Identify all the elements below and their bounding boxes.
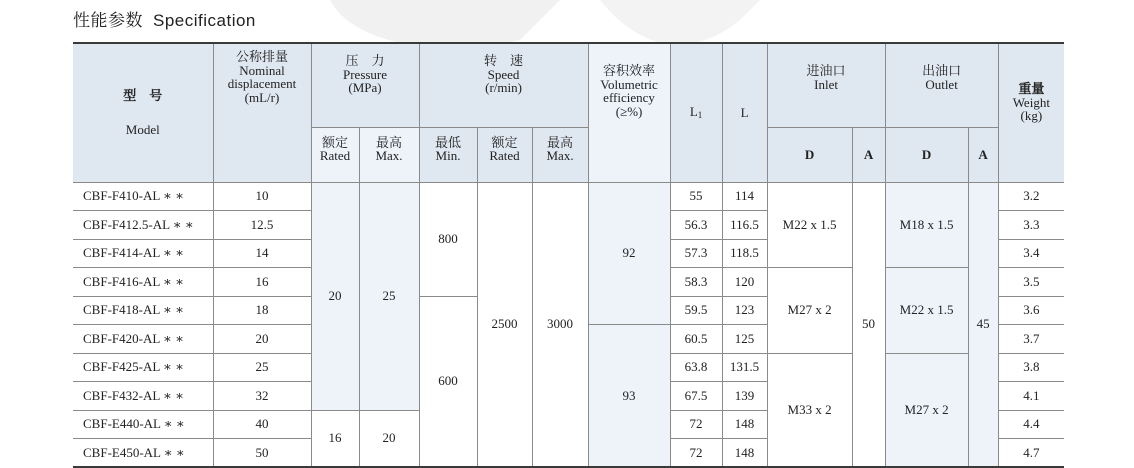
header-model-cn: 型 号	[123, 88, 163, 104]
header-model	[73, 43, 213, 182]
cell-displacement: 12.5	[213, 211, 311, 240]
cell-efficiency: 93	[588, 325, 670, 468]
cell-l: 123	[722, 296, 767, 325]
cell-inlet-d: M33 x 2	[767, 353, 852, 467]
cell-outlet-d: M22 x 1.5	[885, 268, 968, 354]
cell-l: 131.5	[722, 353, 767, 382]
header-pressure-max-cn: 最高	[376, 134, 403, 150]
cell-model: CBF-F412.5-AL ∗ ∗	[73, 211, 213, 240]
cell-displacement: 20	[213, 325, 311, 354]
cell-rated-pressure: 20	[311, 182, 359, 410]
header-efficiency-unit: (≥%)	[615, 103, 643, 119]
heading-cn: 性能参数	[73, 11, 143, 31]
cell-weight: 3.5	[998, 268, 1064, 297]
header-efficiency-en1: Volumetric	[600, 76, 658, 92]
header-pressure	[311, 43, 419, 127]
header-outlet-en: Outlet	[925, 76, 958, 92]
header-pressure-rated-cn: 额定	[321, 134, 348, 150]
header-outlet-a: A	[968, 127, 998, 182]
header-speed	[419, 43, 588, 127]
cell-l1: 63.8	[670, 353, 722, 382]
cell-l1: 72	[670, 410, 722, 439]
header-speed-rated-cn: 额定	[491, 134, 518, 150]
cell-weight: 3.3	[998, 211, 1064, 240]
cell-outlet-d: M27 x 2	[885, 353, 968, 467]
cell-weight: 3.6	[998, 296, 1064, 325]
section-heading	[73, 6, 256, 31]
header-efficiency	[588, 43, 670, 182]
cell-l1: 58.3	[670, 268, 722, 297]
header-pressure-unit: (MPa)	[348, 80, 382, 96]
cell-max-pressure: 20	[359, 410, 419, 467]
cell-rated-pressure: 16	[311, 410, 359, 467]
cell-min-speed: 800	[419, 182, 477, 296]
cell-min-speed: 600	[419, 296, 477, 467]
heading-en: Specification	[153, 11, 256, 30]
header-displacement-en2: displacement	[227, 76, 297, 92]
cell-l: 139	[722, 382, 767, 411]
cell-displacement: 10	[213, 182, 311, 211]
cell-inlet-d: M27 x 2	[767, 268, 852, 354]
cell-displacement: 32	[213, 382, 311, 411]
cell-weight: 3.2	[998, 182, 1064, 211]
header-speed-unit: (r/min)	[485, 80, 522, 96]
header-speed-en: Speed	[487, 66, 520, 82]
header-weight-en: Weight	[1012, 94, 1050, 110]
table-row	[73, 182, 1064, 211]
header-pressure-cn: 压 力	[345, 53, 385, 68]
header-row-top	[73, 43, 1064, 127]
cell-l1: 67.5	[670, 382, 722, 411]
header-displacement-cn: 公称排量	[235, 49, 288, 64]
cell-model: CBF-F418-AL ∗ ∗	[73, 296, 213, 325]
header-weight	[998, 43, 1064, 182]
header-pressure-max-en: Max.	[375, 148, 403, 164]
header-inlet	[767, 43, 885, 127]
cell-max-speed: 3000	[532, 182, 588, 467]
header-pressure-rated-en: Rated	[319, 148, 351, 164]
header-speed-max-cn: 最高	[547, 134, 574, 150]
specification-table-wrapper	[73, 42, 1064, 468]
header-speed-cn: 转 速	[484, 53, 524, 68]
header-pressure-rated	[311, 127, 359, 182]
cell-l: 148	[722, 439, 767, 468]
cell-weight: 4.1	[998, 382, 1064, 411]
header-outlet-d: D	[885, 127, 968, 182]
header-speed-rated	[477, 127, 532, 182]
header-efficiency-cn: 容积效率	[603, 63, 656, 78]
header-inlet-d: D	[767, 127, 852, 182]
cell-l: 148	[722, 410, 767, 439]
header-outlet-cn: 出油口	[922, 63, 962, 78]
cell-inlet-a: 50	[852, 182, 885, 467]
cell-l: 118.5	[722, 239, 767, 268]
cell-model: CBF-F410-AL ∗ ∗	[73, 182, 213, 211]
header-outlet	[885, 43, 998, 127]
cell-l: 125	[722, 325, 767, 354]
cell-l: 116.5	[722, 211, 767, 240]
header-l1-sub: 1	[697, 110, 703, 121]
header-displacement-en1: Nominal	[239, 62, 285, 78]
cell-model: CBF-E440-AL ∗ ∗	[73, 410, 213, 439]
header-speed-rated-en: Rated	[489, 148, 520, 164]
header-l1-text: L	[689, 104, 698, 120]
header-speed-max-en: Max.	[546, 148, 574, 164]
cell-weight: 3.7	[998, 325, 1064, 354]
cell-weight: 3.8	[998, 353, 1064, 382]
cell-l: 120	[722, 268, 767, 297]
header-speed-min	[419, 127, 477, 182]
header-speed-max	[532, 127, 588, 182]
cell-model: CBF-E450-AL ∗ ∗	[73, 439, 213, 468]
cell-model: CBF-F414-AL ∗ ∗	[73, 239, 213, 268]
cell-displacement: 40	[213, 410, 311, 439]
header-weight-unit: (kg)	[1020, 108, 1043, 124]
cell-outlet-a: 45	[968, 182, 998, 467]
cell-rated-speed: 2500	[477, 182, 532, 467]
cell-displacement: 14	[213, 239, 311, 268]
cell-l: 114	[722, 182, 767, 211]
header-pressure-en: Pressure	[342, 66, 388, 82]
cell-outlet-d: M18 x 1.5	[885, 182, 968, 268]
cell-weight: 4.7	[998, 439, 1064, 468]
header-model-en: Model	[125, 121, 160, 137]
header-l1	[670, 43, 722, 182]
cell-weight: 3.4	[998, 239, 1064, 268]
cell-displacement: 16	[213, 268, 311, 297]
cell-model: CBF-F420-AL ∗ ∗	[73, 325, 213, 354]
header-speed-min-en: Min.	[435, 148, 461, 164]
cell-l1: 72	[670, 439, 722, 468]
cell-weight: 4.4	[998, 410, 1064, 439]
specification-table	[73, 42, 1064, 468]
header-displacement-unit: (mL/r)	[244, 89, 280, 105]
cell-displacement: 25	[213, 353, 311, 382]
cell-l1: 55	[670, 182, 722, 211]
cell-model: CBF-F416-AL ∗ ∗	[73, 268, 213, 297]
cell-displacement: 18	[213, 296, 311, 325]
header-weight-cn: 重量	[1018, 81, 1045, 96]
cell-l1: 60.5	[670, 325, 722, 354]
header-inlet-a: A	[852, 127, 885, 182]
cell-l1: 57.3	[670, 239, 722, 268]
header-efficiency-en2: efficiency	[603, 90, 655, 106]
header-speed-min-cn: 最低	[435, 134, 462, 150]
header-displacement	[213, 43, 311, 182]
cell-l1: 56.3	[670, 211, 722, 240]
cell-efficiency: 92	[588, 182, 670, 325]
header-l-text: L	[740, 104, 749, 120]
cell-model: CBF-F432-AL ∗ ∗	[73, 382, 213, 411]
cell-model: CBF-F425-AL ∗ ∗	[73, 353, 213, 382]
header-l	[722, 43, 767, 182]
cell-max-pressure: 25	[359, 182, 419, 410]
header-pressure-max	[359, 127, 419, 182]
header-inlet-en: Inlet	[814, 76, 838, 92]
cell-displacement: 50	[213, 439, 311, 468]
cell-l1: 59.5	[670, 296, 722, 325]
cell-inlet-d: M22 x 1.5	[767, 182, 852, 268]
header-inlet-cn: 进油口	[806, 63, 846, 78]
